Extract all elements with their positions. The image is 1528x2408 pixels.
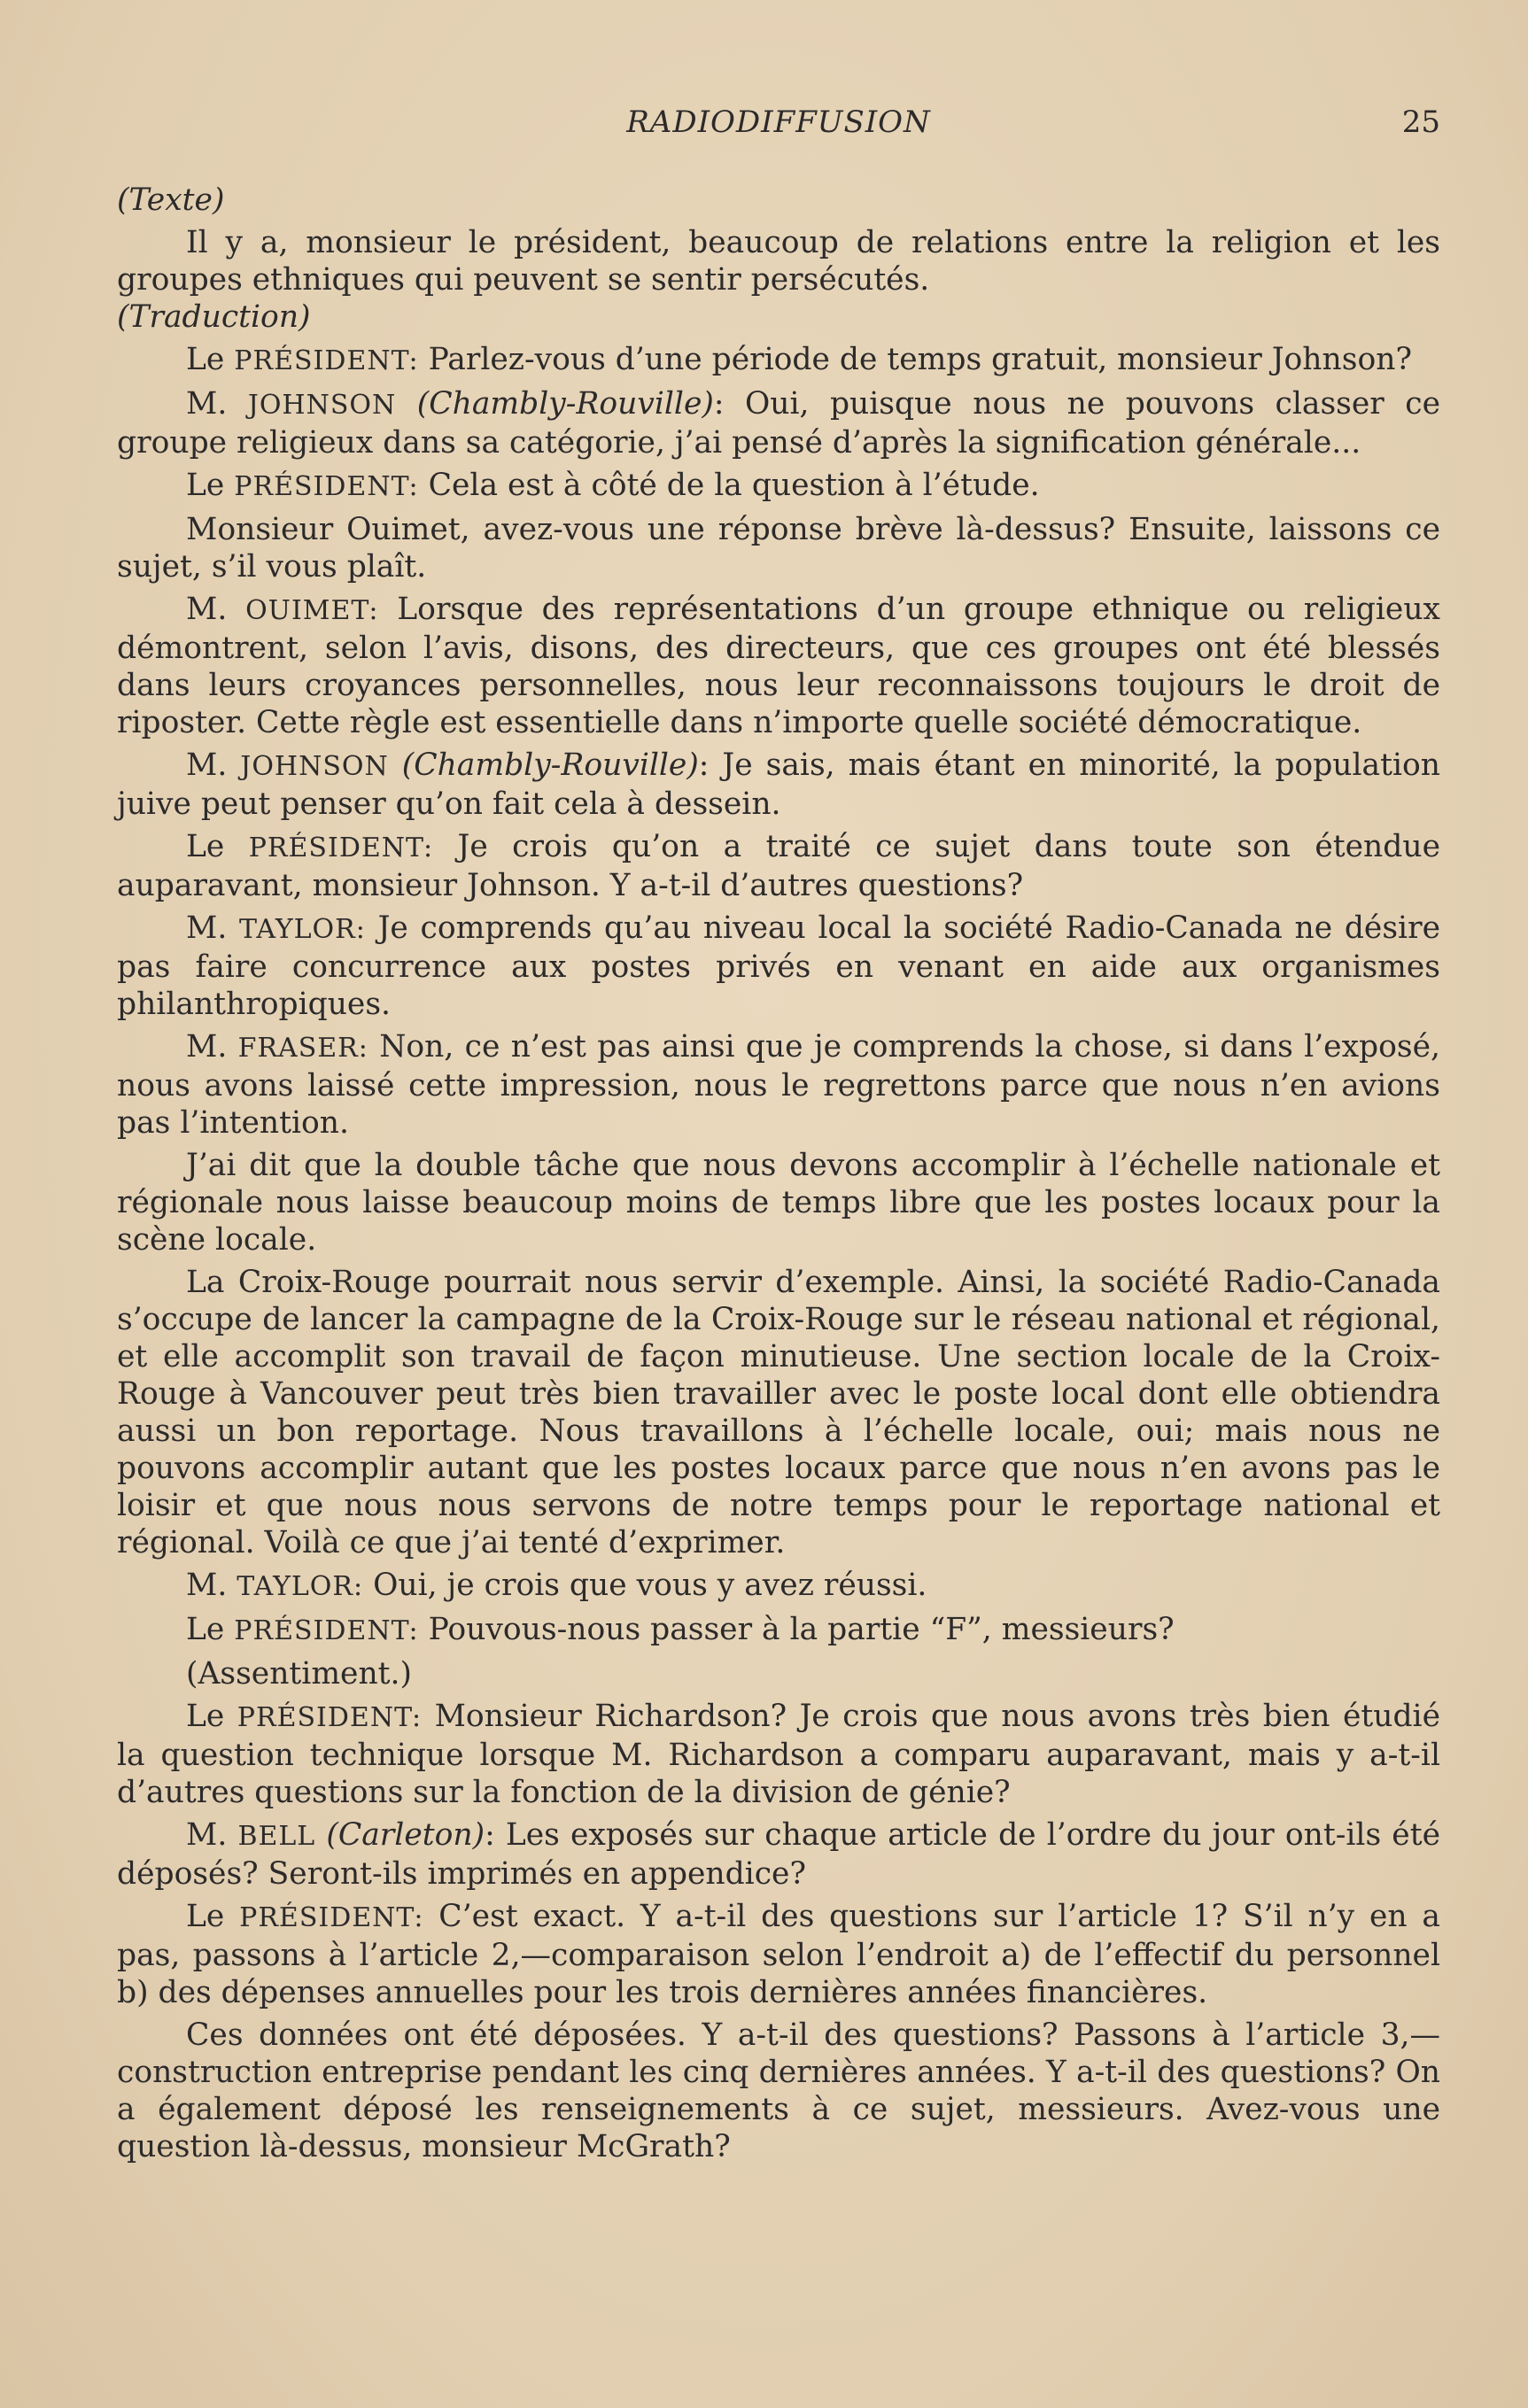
speaker-paragraph bbox=[117, 385, 1440, 461]
speaker-prefix: M. bbox=[186, 1568, 228, 1603]
speaker-riding: (Chambly-Rouville) bbox=[401, 747, 699, 783]
speech-text: Oui, je crois que vous y avez réussi. bbox=[363, 1568, 927, 1603]
speech-text: Cela est à côté de la question à l’étude. bbox=[418, 468, 1040, 503]
paragraph: (Assentiment.) bbox=[186, 1656, 412, 1692]
speech-text: Je comprends qu’au niveau local la société Radio-Canada ne désire pas faire concurrence aux postes privés en venant en aide aux organismes philanthropiques. bbox=[117, 910, 1440, 1022]
speaker-name: PRÉSIDENT: bbox=[248, 832, 434, 863]
speaker-paragraph bbox=[117, 1611, 1440, 1650]
speaker-name: PRÉSIDENT: bbox=[239, 1902, 424, 1933]
speaker-prefix: M. bbox=[186, 1029, 228, 1065]
paragraph: J’ai dit que la double tâche que nous devons accomplir à l’échelle nationale et régionale nous laisse beaucoup moins de temps libre que les postes locaux pour la scène locale. bbox=[117, 1148, 1440, 1258]
speaker-prefix: Le bbox=[186, 1899, 225, 1934]
speaker-prefix: Le bbox=[186, 468, 225, 503]
speaker-name: BELL bbox=[237, 1821, 316, 1852]
paragraph: La Croix-Rouge pourrait nous servir d’exemple. Ainsi, la société Radio-Canada s’occupe de lancer la campagne de la Croix-Rouge sur le réseau national et régional, et elle accomplit son travail de façon minutieuse. Une section locale de la Croix-Rouge à Vancouver peut très bien travailler avec le poste local dont elle obtiendra aussi un bon reportage. Nous travaillons à l’échelle locale, oui; mais nous ne pouvons accomplir autant que les postes locaux parce que nous n’en avons pas le loisir et que nous nous servons de notre temps pour le reportage national et régional. Voilà ce que j’ai tenté d’exprimer. bbox=[117, 1265, 1440, 1560]
speaker-paragraph bbox=[117, 591, 1440, 741]
speaker-prefix: Le bbox=[186, 342, 225, 377]
speaker-prefix: Le bbox=[186, 829, 225, 864]
speaker-paragraph bbox=[117, 1567, 1440, 1606]
speaker-name: FRASER: bbox=[237, 1033, 368, 1064]
body-text bbox=[117, 182, 1440, 2165]
speech-text: Non, ce n’est pas ainsi que je comprends la chose, si dans l’exposé, nous avons laissé cette impression, nous le regrettons parce que nous n’en avions pas l’intention. bbox=[117, 1029, 1440, 1141]
paragraph: Ces données ont été déposées. Y a-t-il des questions? Passons à l’article 3,—construction entreprise pendant les cinq dernières années. Y a-t-il des questions? On a également déposé les renseignements à ce sujet, messieurs. Avez-vous une question là-dessus, monsieur McGrath? bbox=[117, 2017, 1440, 2164]
speech-text: Monsieur Richardson? Je crois que nous avons très bien étudié la question technique lorsque M. Richardson a comparu auparavant, mais y a-t-il d’autres questions sur la fonction de la division de génie? bbox=[117, 1699, 1441, 1810]
speaker-name: TAYLOR: bbox=[239, 914, 366, 945]
speaker-paragraph bbox=[117, 341, 1440, 380]
speaker-prefix: Le bbox=[186, 1612, 225, 1647]
speaker-riding: (Chambly-Rouville) bbox=[416, 386, 714, 422]
speaker-name: JOHNSON bbox=[240, 751, 389, 782]
speaker-paragraph bbox=[117, 910, 1440, 1023]
speaker-paragraph bbox=[117, 1698, 1440, 1811]
speaker-paragraph bbox=[117, 467, 1440, 506]
speaker-paragraph bbox=[117, 1816, 1440, 1893]
speech-text: C’est exact. Y a-t-il des questions sur l’article 1? S’il n’y en a pas, passons à l’article 2,—comparaison selon l’endroit a) de l’effectif du personnel b) des dépenses annuelles pour les trois dernières années financières. bbox=[117, 1899, 1440, 2010]
speaker-prefix: M. bbox=[186, 747, 228, 783]
speaker-prefix: Le bbox=[186, 1699, 225, 1734]
speaker-name: PRÉSIDENT: bbox=[237, 1702, 423, 1733]
speaker-name: OUIMET: bbox=[245, 595, 379, 626]
speaker-name: PRÉSIDENT: bbox=[234, 471, 419, 502]
speaker-riding: (Carleton) bbox=[326, 1817, 485, 1853]
speaker-prefix: M. bbox=[186, 592, 228, 627]
paragraph: Monsieur Ouimet, avez-vous une réponse brève là-dessus? Ensuite, laissons ce sujet, s’il vous plaît. bbox=[117, 512, 1440, 585]
speaker-prefix: M. bbox=[186, 386, 228, 422]
speaker-name: JOHNSON bbox=[247, 390, 397, 421]
speaker-paragraph bbox=[117, 747, 1440, 823]
speech-text: Pouvous-nous passer à la partie “F”, messieurs? bbox=[418, 1612, 1175, 1647]
page-header bbox=[117, 105, 1440, 149]
section-label: (Traduction) bbox=[117, 299, 311, 335]
speech-text: Lorsque des représentations d’un groupe ethnique ou religieux démontrent, selon l’avis, disons, des directeurs, que ces groupes ont été blessés dans leurs croyances personnelles, nous leur reconnaissons toujours le droit de riposter. Cette règle est essentielle dans n’importe quelle société démocratique. bbox=[117, 592, 1440, 740]
speech-text: : Oui, puisque nous ne pouvons classer ce groupe religieux dans sa catégorie, j’ai pensé d’après la signification générale... bbox=[117, 386, 1441, 461]
speech-text: : Les exposés sur chaque article de l’ordre du jour ont-ils été déposés? Seront-ils imprimés en appendice? bbox=[117, 1817, 1440, 1892]
speaker-prefix: M. bbox=[186, 910, 228, 946]
speaker-prefix: M. bbox=[186, 1817, 228, 1853]
speaker-name: PRÉSIDENT: bbox=[234, 1615, 419, 1646]
speaker-name: PRÉSIDENT: bbox=[234, 345, 419, 376]
speech-text: Je crois qu’on a traité ce sujet dans toute son étendue auparavant, monsieur Johnson. Y a-t-il d’autres questions? bbox=[117, 829, 1440, 903]
paragraph: Il y a, monsieur le président, beaucoup de relations entre la religion et les groupes ethniques qui peuvent se sentir persécutés. bbox=[117, 225, 1440, 298]
section-label: (Texte) bbox=[117, 182, 225, 218]
page-number: 25 bbox=[1401, 105, 1440, 140]
speaker-paragraph bbox=[117, 1028, 1440, 1142]
speaker-paragraph bbox=[117, 828, 1440, 904]
running-title: RADIODIFFUSION bbox=[626, 105, 931, 140]
speaker-paragraph bbox=[117, 1898, 1440, 2011]
speech-text: Parlez-vous d’une période de temps gratuit, monsieur Johnson? bbox=[418, 342, 1412, 377]
speech-text: : Je sais, mais étant en minorité, la population juive peut penser qu’on fait cela à dessein. bbox=[117, 747, 1440, 822]
speaker-name: TAYLOR: bbox=[237, 1571, 364, 1602]
